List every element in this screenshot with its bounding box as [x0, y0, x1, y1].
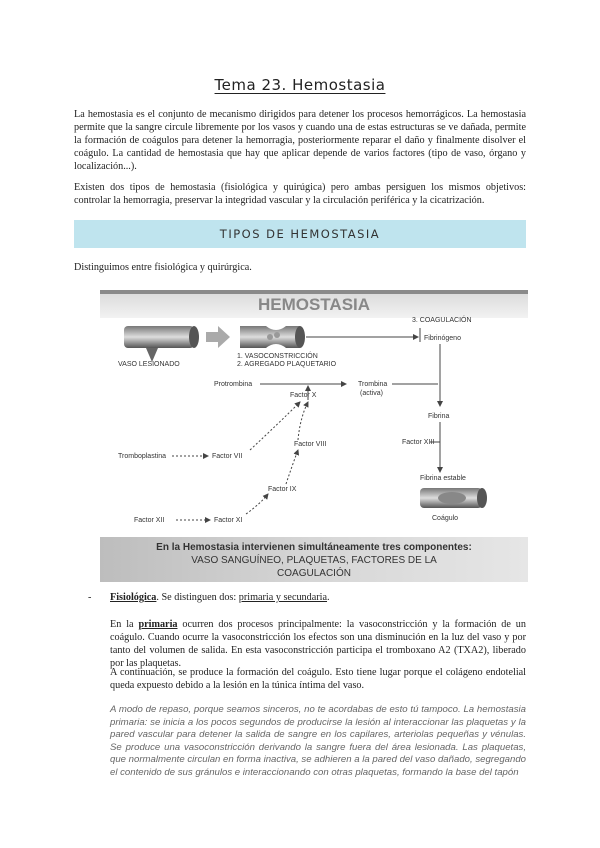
primary-text: ocurren dos procesos principalmente: la vasoconstricción y la formación de un coágulo. Cuando ocurre la vasoconstricción los efectos son una disminución en la luz del vaso y por tanto del volumen de salida. En esta vasoconstricción participa el tromboxano A2 (TXA2), liberado por las plaquetas.: [110, 619, 526, 669]
clot-illustration: [420, 488, 487, 508]
page-title: Tema 23. Hemostasia: [214, 76, 386, 94]
caption-line-2: VASO SANGUÍNEO, PLAQUETAS, FACTORES DE LA: [191, 555, 437, 566]
thromboplastin-label: Tromboplastina: [118, 453, 166, 460]
bullet-dash: -: [88, 592, 92, 603]
review-note: A modo de repaso, porque seamos sinceros, no te acordabas de esto tú tampoco. La hemostasia primaria: se inicia a los pocos segundos de producirse la lesión al interaccionar las plaquetas y la pared vascular para detener la salida de sangre en los capilares, arteriolas pequeñas y vénulas. Se produce una vasoconstricción derivando la sangre fuera del área lesionada. Las plaquetas, que normalmente circulan en forma inactiva, se adhieren a la pared del vaso dañado, segregando el contenido de sus gránulos e interaccionando con otras plaquetas, formando la base del tapón: [110, 704, 526, 778]
types-paragraph: Existen dos tipos de hemostasia (fisiológica y quirúgica) pero ambas persiguen los mismos objetivos: controlar la hemorragia, preservar la integridad vascular y la circulación periférica y la cicatrización.: [74, 182, 526, 206]
section-heading: TIPOS DE HEMOSTASIA: [74, 220, 526, 248]
stable-fibrin-label: Fibrina estable: [420, 475, 466, 482]
factor-viii-label: Factor VIII: [294, 441, 327, 448]
factor-xiii-label: Factor XIII: [402, 439, 435, 446]
primary-pre: En la: [110, 619, 139, 630]
bullet-text-link: primaria y secundaria: [238, 592, 328, 603]
step1-label: 1. VASOCONSTRICCIÓN: [237, 353, 318, 360]
vessel-label: VASO LESIONADO: [118, 361, 180, 368]
factor-ix-label: Factor IX: [268, 486, 297, 493]
prothrombin-label: Protrombina: [214, 381, 253, 388]
caption-line-3: COAGULACIÓN: [277, 568, 351, 579]
fibrin-label: Fibrina: [428, 413, 450, 420]
thrombin-active-label: (activa): [360, 390, 383, 397]
arrow-icon: [206, 326, 230, 348]
bullet-text-post: .: [327, 592, 330, 603]
step3-label: 3. COAGULACIÓN: [412, 317, 472, 324]
bullet-physiological: [88, 592, 330, 603]
damaged-vessel-illustration: [124, 326, 199, 362]
constricted-vessel-illustration: [240, 326, 305, 348]
factor-xii-label: Factor XII: [134, 517, 165, 524]
clot-label: Coágulo: [432, 515, 459, 522]
hemostasis-figure: [100, 290, 528, 582]
thrombin-label: Trombina: [358, 381, 388, 388]
figure-title: HEMOSTASIA: [257, 295, 371, 314]
bullet-term: Fisiológica: [110, 592, 157, 603]
fibrinogen-label: Fibrinógeno: [424, 335, 461, 342]
factor-xi-label: Factor XI: [214, 517, 243, 524]
primary-term: primaria: [138, 619, 178, 630]
primary-paragraph: [110, 618, 526, 670]
intro-paragraph: La hemostasia es el conjunto de mecanismo dirigidos para detener los procesos hemorrágicos. La hemostasia permite que la sangre circule libremente por los vasos y cuando una de estas estructuras se ve dañada, permite la formación de coágulos para detener la hemorragia, posteriormente reparar el daño y finalmente disolver el coágulo. La cantidad de hemostasia que hay que aplicar depende de varios factores (tipo de vaso, órgano y localización...).: [74, 109, 526, 172]
factor-x-label: Factor X: [290, 392, 317, 399]
section-intro: Distinguimos entre fisiológica y quirúrgica.: [74, 262, 252, 273]
caption-line-1: En la Hemostasia intervienen simultáneamente tres componentes:: [156, 542, 472, 553]
continuation-paragraph: A continuación, se produce la formación del coágulo. Esto tiene lugar porque el colágeno endotelial queda expuesto debido a la lesión en la túnica íntima del vaso.: [110, 667, 526, 691]
factor-vii-label: Factor VII: [212, 453, 243, 460]
bullet-text-pre: . Se distinguen dos:: [156, 592, 239, 603]
step2-label: 2. AGREGADO PLAQUETARIO: [237, 361, 337, 368]
